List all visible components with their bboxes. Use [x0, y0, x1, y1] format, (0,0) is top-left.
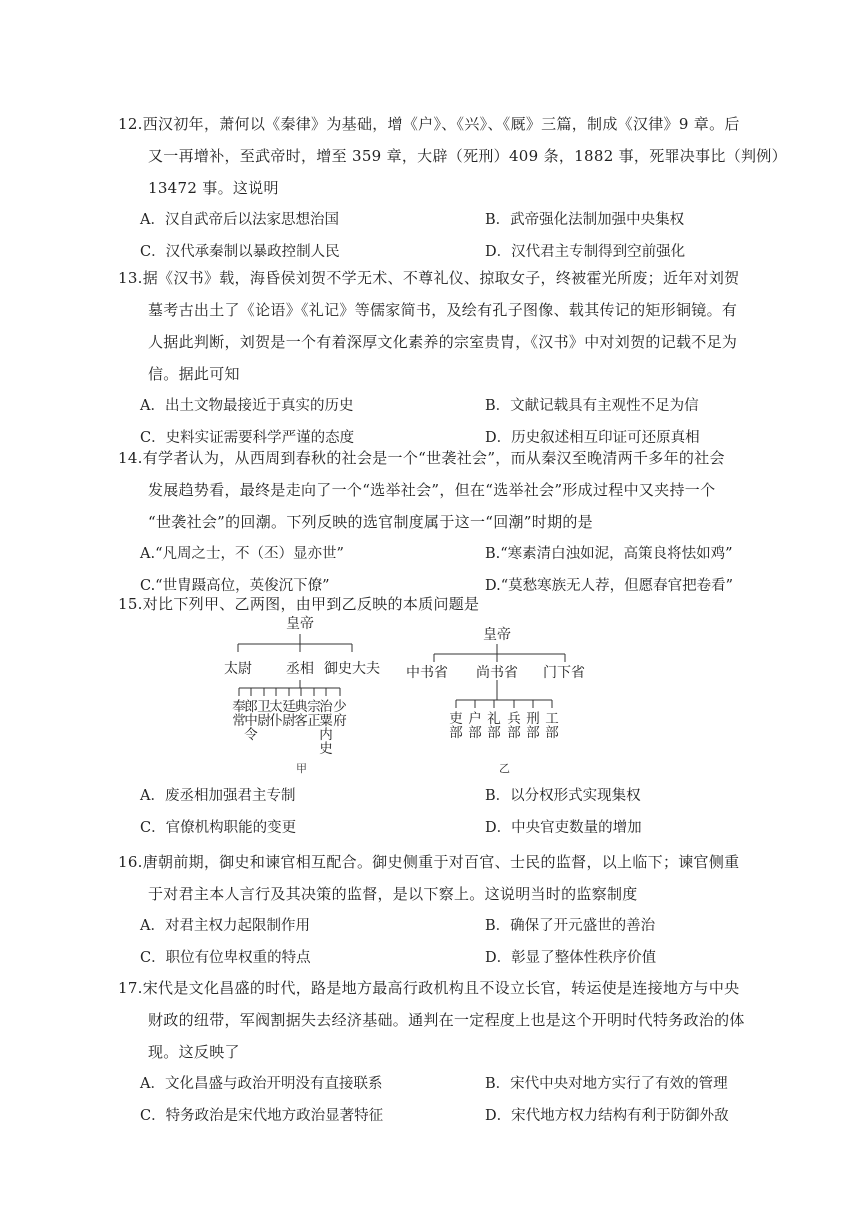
option-a[interactable]: A．出土文物最接近于真实的历史: [140, 398, 354, 414]
jia-minister: 典客: [294, 699, 308, 729]
question-17: [118, 972, 758, 1132]
question-text-line: 于对君主本人言行及其决策的监督，是以下察上。这说明当时的监察制度: [148, 885, 638, 903]
question-text-line: 发展趋势看，最终是走向了一个“选举社会”，但在“选举社会”形成过程中又夹持一个: [148, 481, 716, 499]
question-text-line: 现。这反映了: [148, 1043, 240, 1061]
question-12: [118, 108, 787, 268]
option-d[interactable]: D．历史叙述相互印证可还原真相: [485, 430, 700, 446]
question-text-line: 13472 事。这说明: [148, 179, 279, 197]
jia-minister: 廷尉: [282, 699, 296, 729]
question-text-line: 17.宋代是文化昌盛的时代，路是地方最高行政机构且不设立长官，转运使是连接地方与中央: [118, 979, 740, 997]
yi-ministry: 工部: [545, 711, 559, 741]
option-c[interactable]: C.“世胄蹑高位，英俊沉下僚”: [140, 578, 330, 594]
option-a[interactable]: A.“凡周之士，不（丕）显亦世”: [140, 546, 344, 562]
option-b[interactable]: B．文献记载具有主观性不足为信: [485, 398, 699, 414]
option-d[interactable]: D.“莫愁寒族无人荐，但愿春官把卷看”: [485, 578, 734, 594]
jia-yushidafu: 御史大夫: [324, 661, 380, 677]
options: [140, 910, 758, 974]
option-d[interactable]: D．宋代地方权力结构有利于防御外敌: [485, 1108, 729, 1124]
question-text-line: 12.西汉初年，萧何以《秦律》为基础，增《户》、《兴》、《厩》三篇，制成《汉律》9 章。后: [118, 115, 740, 133]
jia-minister: 太仆: [269, 699, 283, 729]
question-13: [118, 262, 758, 454]
option-b[interactable]: B．宋代中央对地方实行了有效的管理: [485, 1076, 728, 1092]
jia-minister: 治粟内史: [319, 699, 333, 757]
question-text-line: 15.对比下列甲、乙两图，由甲到乙反映的本质问题是: [118, 595, 480, 613]
jia-caption: 甲: [296, 762, 307, 775]
yi-menxia: 门下省: [543, 665, 585, 681]
options: [140, 1068, 758, 1132]
option-a[interactable]: A．对君主权力起限制作用: [140, 918, 310, 934]
yi-ministry: 户部: [468, 711, 482, 741]
question-text-line: 人据此判断，刘贺是一个有着深厚文化素养的宗室贵胄，《汉书》中对刘贺的记载不足为: [148, 333, 738, 351]
option-b[interactable]: B．以分权形式实现集权: [485, 788, 641, 804]
option-a[interactable]: A．汉自武帝后以法家思想治国: [140, 212, 339, 228]
option-c[interactable]: C．史料实证需要科学严谨的态度: [140, 430, 355, 446]
yi-ministry: 吏部: [449, 711, 463, 741]
yi-caption: 乙: [499, 762, 510, 775]
option-d[interactable]: D．汉代君主专制得到空前强化: [485, 244, 686, 260]
yi-ministry: 刑部: [526, 711, 540, 741]
option-a[interactable]: A．文化昌盛与政治开明没有直接联系: [140, 1076, 383, 1092]
question-text-line: 信。据此可知: [148, 365, 240, 383]
option-b[interactable]: B．确保了开元盛世的善治: [485, 918, 656, 934]
jia-chengxiang: 丞相: [286, 661, 314, 677]
question-15-options: [118, 780, 758, 844]
org-chart-diagram: [210, 612, 630, 782]
question-text-line: 财政的纽带，军阀割据失去经济基础。通判在一定程度上也是这个开明时代特务政治的体: [148, 1011, 745, 1029]
question-text-line: 16.唐朝前期，御史和谏官相互配合。御史侧重于对百官、士民的监督，以上临下；谏官侧重: [118, 853, 740, 871]
question-text-line: 墓考古出土了《论语》《礼记》等儒家简书，及绘有孔子图像、载其传记的矩形铜镜。有: [148, 301, 738, 319]
jia-emperor: 皇帝: [286, 616, 314, 632]
yi-ministry: 兵部: [507, 711, 521, 741]
options: [140, 780, 758, 844]
yi-emperor: 皇帝: [483, 627, 511, 643]
org-chart-lines: [210, 612, 630, 782]
jia-minister: 郎中令: [244, 699, 258, 743]
option-d[interactable]: D．彰显了整体性秩序价值: [485, 950, 657, 966]
jia-minister: 少府: [333, 699, 347, 729]
yi-shangshu: 尚书省: [476, 665, 518, 681]
yi-zhongshu: 中书省: [406, 665, 448, 681]
question-text-line: 14.有学者认为，从西周到春秋的社会是一个“世袭社会”，而从秦汉至晚清两千多年的社会: [118, 449, 725, 467]
question-text-line: “世袭社会”的回潮。下列反映的选官制度属于这一“回潮”时期的是: [148, 513, 593, 531]
jia-minister: 奉常: [232, 699, 246, 729]
yi-ministry: 礼部: [487, 711, 501, 741]
options: [140, 204, 758, 268]
question-text-line: 13.据《汉书》载，海昏侯刘贺不学无术、不尊礼仪、掠取女子，终被霍光所废；近年对刘贺: [118, 269, 740, 287]
option-a[interactable]: A．废丞相加强君主专制: [140, 788, 296, 804]
option-c[interactable]: C．汉代承秦制以暴政控制人民: [140, 244, 340, 260]
option-c[interactable]: C．官僚机构职能的变更: [140, 820, 297, 836]
question-16: [118, 846, 758, 974]
question-text-line: 又一再增补，至武帝时，增至 359 章，大辟（死刑）409 条，1882 事，死罪决事比（判例）: [148, 147, 787, 165]
jia-minister: 卫尉: [257, 699, 271, 729]
option-b[interactable]: B.“寒素清白浊如泥，高策良将怯如鸡”: [485, 546, 733, 562]
option-b[interactable]: B．武帝强化法制加强中央集权: [485, 212, 685, 228]
jia-minister: 宗正: [307, 699, 321, 729]
option-c[interactable]: C．特务政治是宋代地方政治显著特征: [140, 1108, 384, 1124]
question-14: [118, 442, 758, 602]
jia-taiwei: 太尉: [224, 661, 252, 677]
option-c[interactable]: C．职位有位卑权重的特点: [140, 950, 311, 966]
option-d[interactable]: D．中央官吏数量的增加: [485, 820, 642, 836]
